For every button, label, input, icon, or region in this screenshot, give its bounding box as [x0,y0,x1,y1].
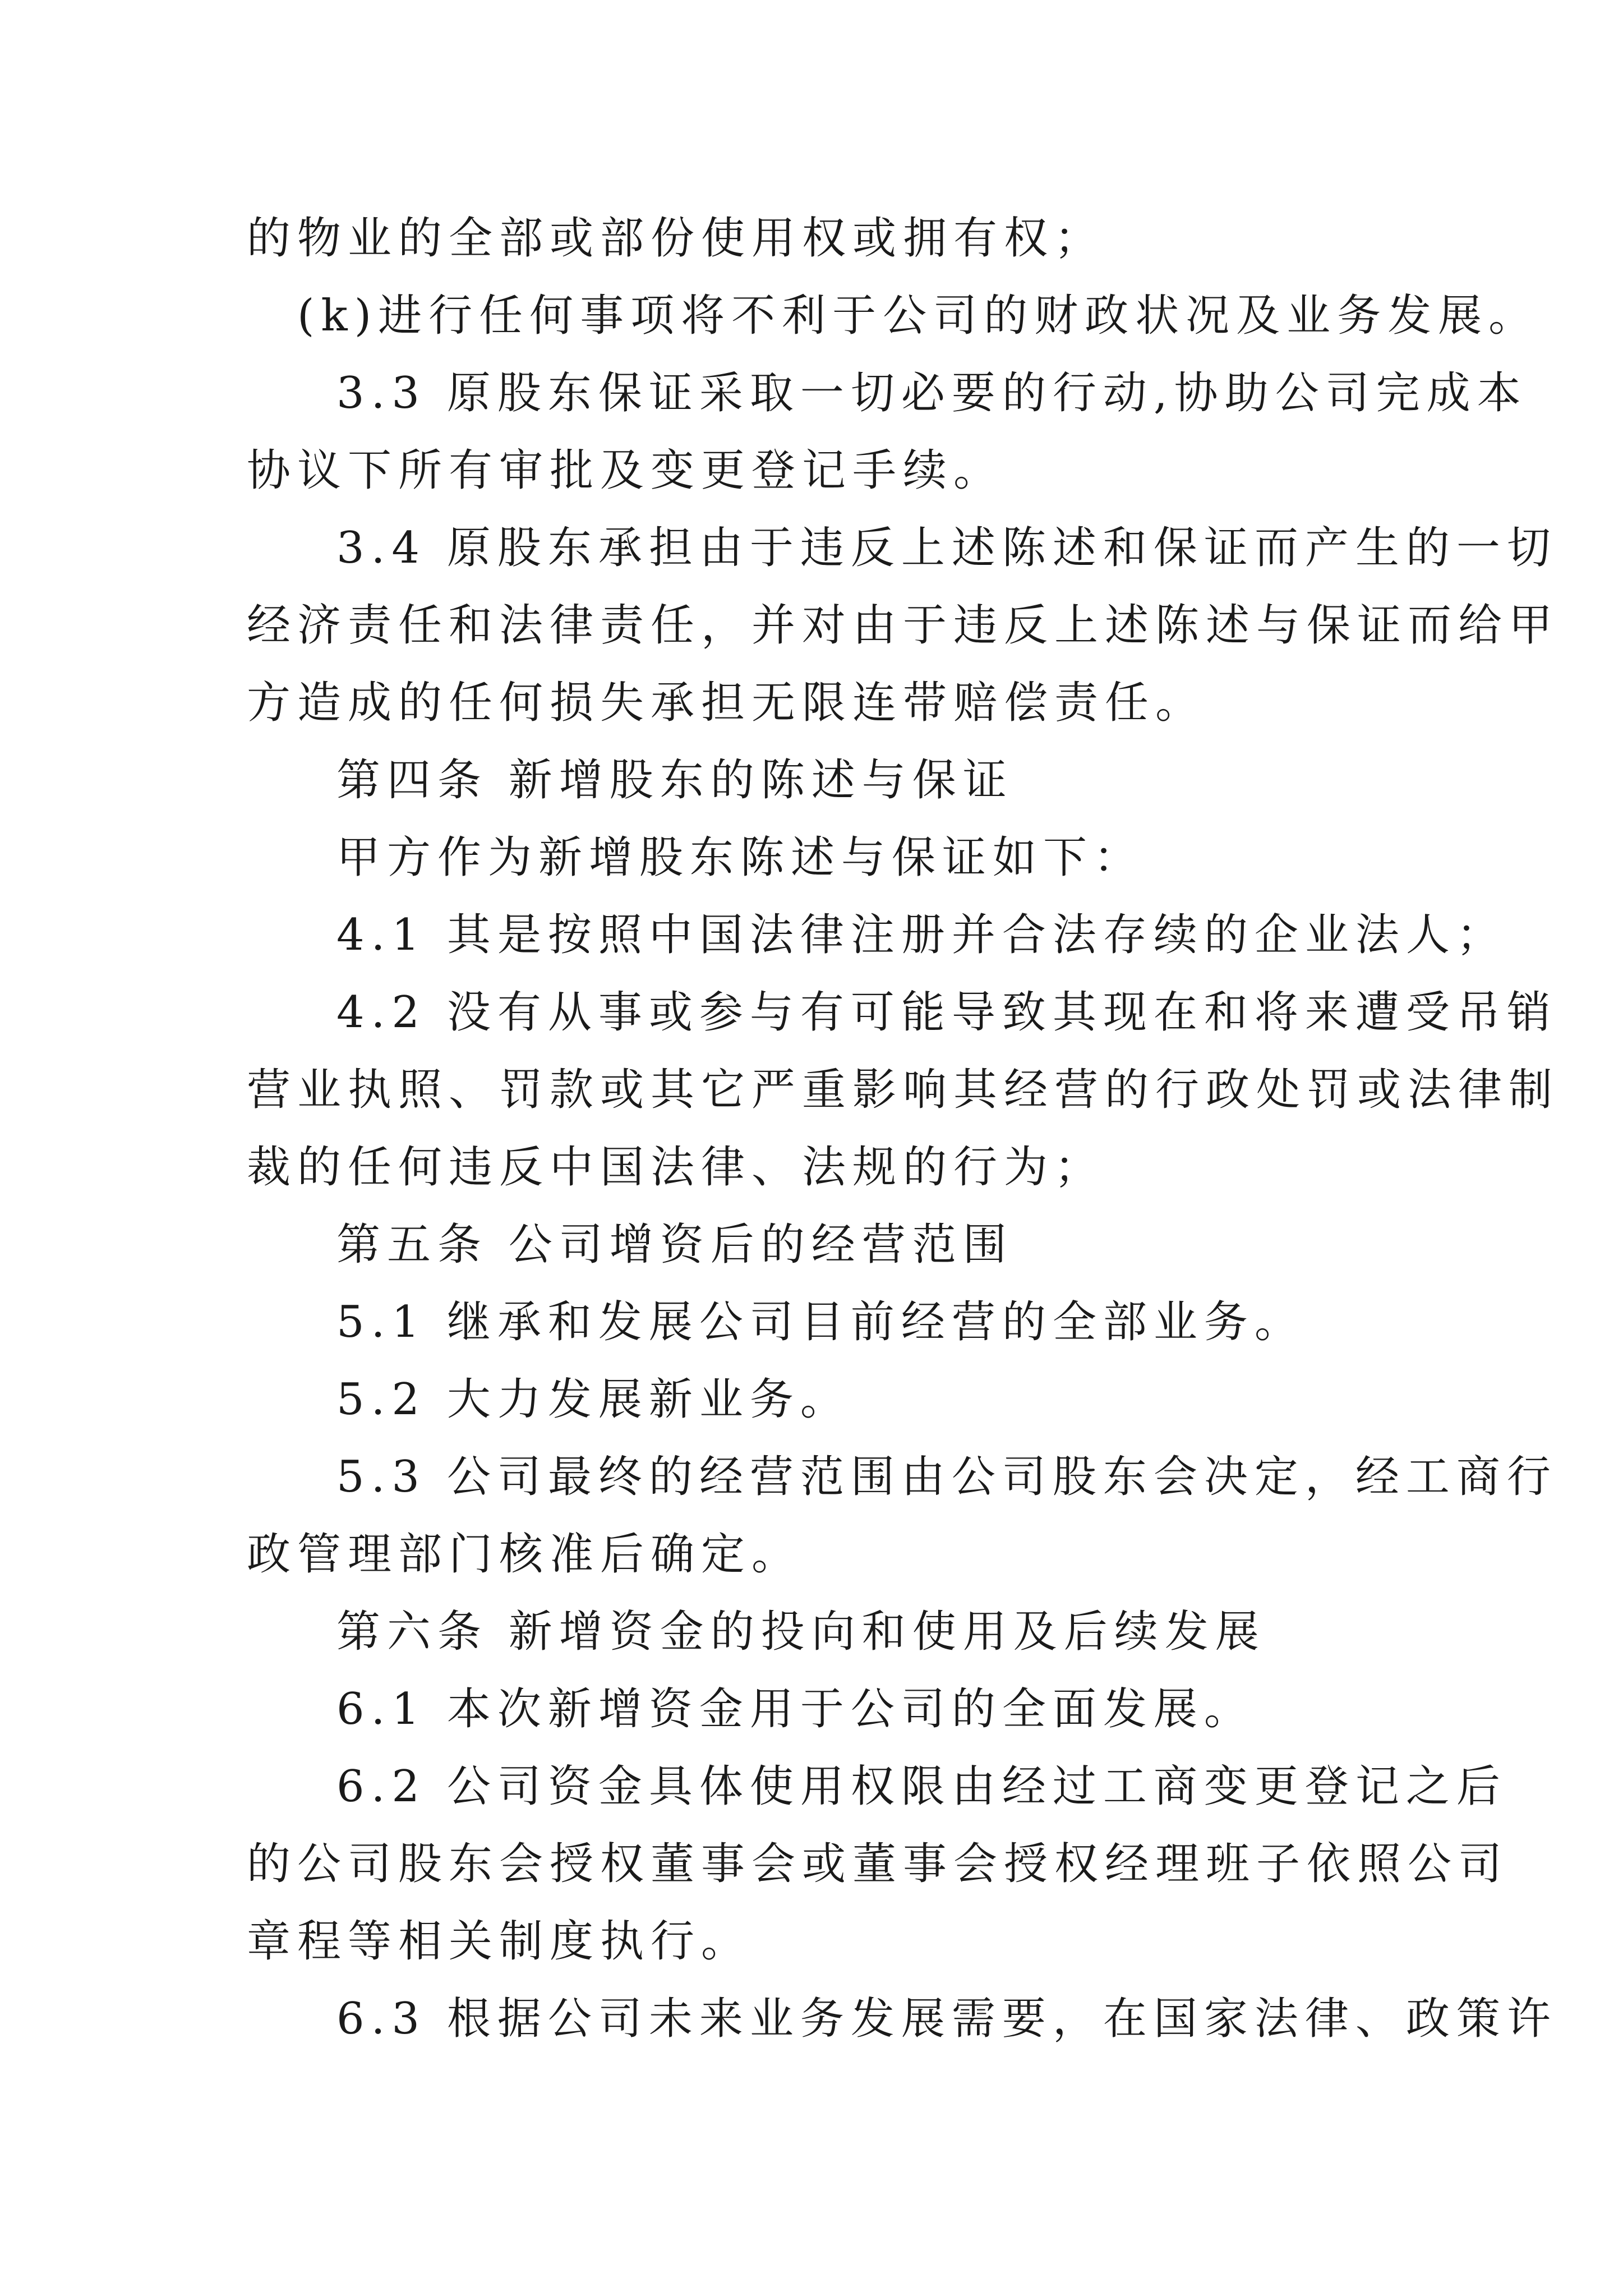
text-line: 营业执照、罚款或其它严重影响其经营的行政处罚或法律制 [247,1065,1560,1115]
text-line: 的公司股东会授权董事会或董事会授权经理班子依照公司 [247,1839,1509,1889]
text-line: 3.3 原股东保证采取一切必要的行动,协助公司完成本 [336,368,1528,418]
text-line: 5.1 继承和发展公司目前经营的全部业务。 [336,1297,1305,1347]
text-line: 6.3 根据公司未来业务发展需要，在国家法律、政策许 [336,1994,1557,2044]
section-heading: 第四条 新增股东的陈述与保证 [336,755,1013,806]
text-line: 3.4 原股东承担由于违反上述陈述和保证而产生的一切 [336,523,1557,573]
text-line: 裁的任何违反中国法律、法规的行为； [247,1142,1105,1193]
text-line: 甲方作为新增股东陈述与保证如下： [336,832,1145,883]
section-heading: 第六条 新增资金的投向和使用及后续发展 [336,1607,1266,1657]
text-line: 政管理部门核准后确定。 [247,1529,803,1580]
text-line: (k)进行任何事项将不利于公司的财政状况及业务发展。 [297,291,1539,341]
text-line: 协议下所有审批及变更登记手续。 [247,445,1004,496]
text-line: 5.2 大力发展新业务。 [336,1374,851,1425]
text-line: 6.2 公司资金具体使用权限由经过工商变更登记之后 [336,1761,1507,1812]
text-line: 5.3 公司最终的经营范围由公司股东会决定，经工商行 [336,1452,1557,1502]
text-line: 的物业的全部或部份使用权或拥有权； [247,213,1105,264]
text-line: 6.1 本次新增资金用于公司的全面发展。 [336,1684,1255,1734]
text-line: 4.1 其是按照中国法律注册并合法存续的企业法人； [336,910,1507,960]
text-line: 4.2 没有从事或参与有可能导致其现在和将来遭受吊销 [336,987,1557,1038]
section-heading: 第五条 公司增资后的经营范围 [336,1220,1013,1270]
text-line: 章程等相关制度执行。 [247,1916,752,1967]
text-line: 经济责任和法律责任，并对由于违反上述陈述与保证而给甲 [247,600,1560,651]
text-line: 方造成的任何损失承担无限连带赔偿责任。 [247,678,1206,728]
